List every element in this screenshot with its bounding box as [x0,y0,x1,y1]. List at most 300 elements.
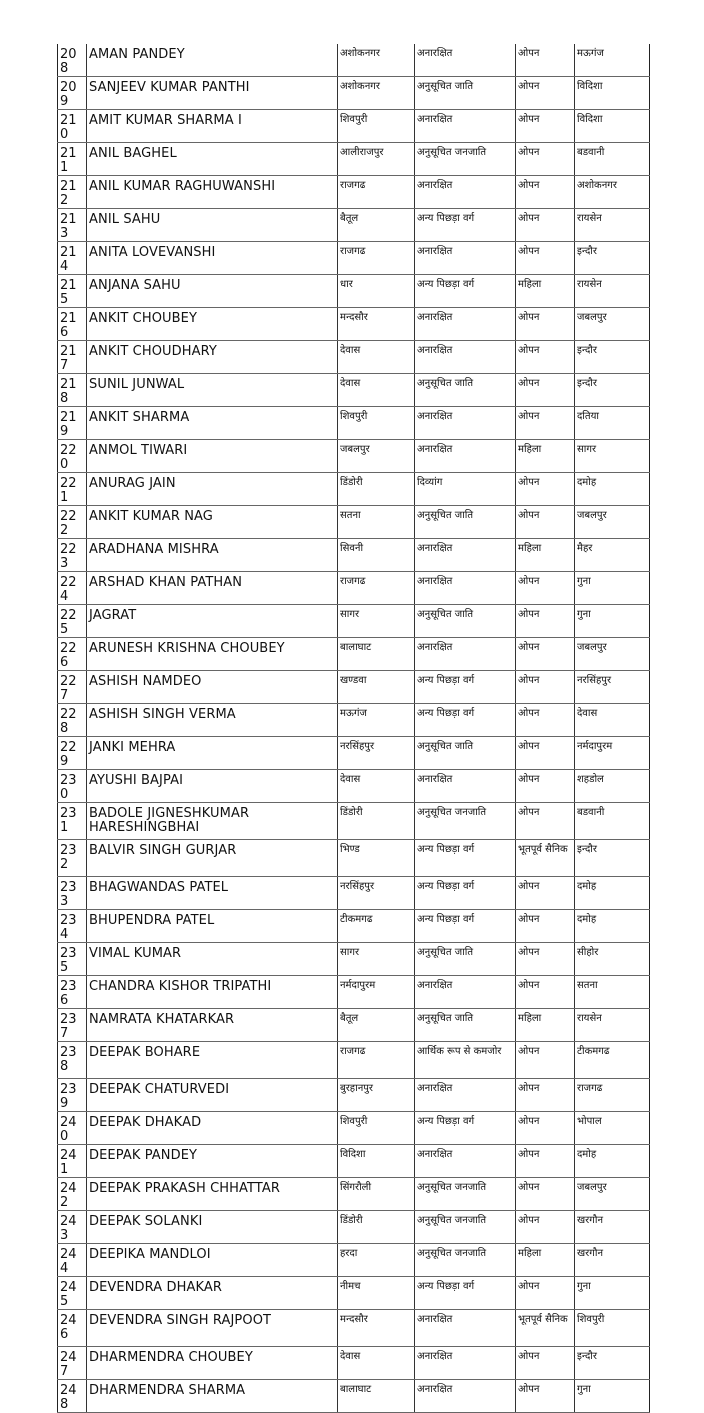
quota-type: ओपन [518,1083,540,1094]
home-district: धार [340,279,353,290]
quota-type: ओपन [518,1281,540,1292]
home-district-cell [338,1211,415,1244]
row-number-cell [58,910,87,943]
row-number-cell [58,1079,87,1112]
reservation-category-cell [415,737,516,770]
reservation-category-cell [415,910,516,943]
home-district-cell [338,209,415,242]
row-number: 226 [60,641,77,670]
table-row [58,976,650,1009]
quota-type-cell [516,440,575,473]
reservation-category-cell [415,671,516,704]
reservation-category: अनारक्षित [417,180,453,191]
table-row [58,209,650,242]
reservation-category-cell [415,341,516,374]
home-district-cell [338,1042,415,1079]
table-row [58,1380,650,1413]
home-district-cell [338,910,415,943]
row-number-cell [58,671,87,704]
quota-type: ओपन [518,180,540,191]
row-number: 209 [60,80,77,109]
candidate-name-cell [87,143,338,176]
home-district: विदिशा [340,1149,366,1160]
quota-type: ओपन [518,147,540,158]
reservation-category: अनारक्षित [417,1149,453,1160]
allotted-district-cell [575,506,650,539]
quota-type-cell [516,308,575,341]
quota-type: ओपन [518,378,540,389]
table-row [58,110,650,143]
reservation-category-cell [415,1347,516,1380]
reservation-category: अनारक्षित [417,345,453,356]
quota-type: ओपन [518,914,540,925]
candidate-name: ANKIT CHOUDHARY [89,344,217,359]
table-row [58,1042,650,1079]
table-row [58,910,650,943]
allotted-district-cell [575,638,650,671]
reservation-category-cell [415,1079,516,1112]
allotted-district-cell [575,671,650,704]
quota-type: ओपन [518,708,540,719]
quota-type-cell [516,209,575,242]
quota-type-cell [516,572,575,605]
quota-type-cell [516,1042,575,1079]
reservation-category-cell [415,976,516,1009]
allotted-district-cell [575,242,650,275]
candidate-name: JAGRAT [89,608,137,623]
home-district-cell [338,440,415,473]
reservation-category-cell [415,308,516,341]
row-number: 245 [60,1280,77,1309]
candidate-name: DHARMENDRA CHOUBEY [89,1350,253,1365]
merit-list-table [57,44,650,1413]
candidate-name-cell [87,308,338,341]
table-row [58,407,650,440]
row-number: 228 [60,707,77,736]
reservation-category-cell [415,374,516,407]
row-number-cell [58,770,87,803]
candidate-name-cell [87,671,338,704]
home-district-cell [338,539,415,572]
table-row [58,638,650,671]
home-district-cell [338,1145,415,1178]
reservation-category: अनारक्षित [417,246,453,257]
quota-type: ओपन [518,411,540,422]
candidate-name: DEEPAK SOLANKI [89,1214,203,1229]
reservation-category-cell [415,704,516,737]
home-district: जबलपुर [340,444,370,455]
row-number: 214 [60,245,77,274]
allotted-district: खरगौन [577,1215,604,1226]
reservation-category: अनुसूचित जनजाति [417,1215,487,1226]
reservation-category-cell [415,77,516,110]
allotted-district: रायसेन [577,1013,602,1024]
home-district: नर्मदापुरम [340,980,376,991]
allotted-district: सागर [577,444,597,455]
home-district: मन्दसौर [340,312,368,323]
candidate-name-cell [87,44,338,77]
home-district-cell [338,143,415,176]
candidate-name-cell [87,1145,338,1178]
row-number-cell [58,1042,87,1079]
row-number: 211 [60,146,77,175]
row-number-cell [58,976,87,1009]
reservation-category: अन्य पिछड़ा वर्ग [417,213,475,224]
row-number: 243 [60,1214,77,1243]
row-number-cell [58,572,87,605]
candidate-name-cell [87,638,338,671]
row-number-cell [58,1380,87,1413]
home-district: राजगढ [340,246,366,257]
quota-type-cell [516,976,575,1009]
row-number: 221 [60,476,77,505]
table-row [58,803,650,840]
quota-type: ओपन [518,576,540,587]
reservation-category-cell [415,1042,516,1079]
candidate-name-cell [87,976,338,1009]
candidate-name: DEEPIKA MANDLOI [89,1247,211,1262]
home-district: टीकमगढ [340,914,373,925]
home-district-cell [338,407,415,440]
candidate-name: VIMAL KUMAR [89,946,182,961]
reservation-category-cell [415,176,516,209]
allotted-district: मऊगंज [577,48,604,59]
quota-type-cell [516,1178,575,1211]
quota-type-cell [516,242,575,275]
reservation-category: अन्य पिछड़ा वर्ग [417,708,475,719]
row-number: 234 [60,913,77,942]
row-number: 239 [60,1082,77,1111]
candidate-name-cell [87,275,338,308]
home-district: देवास [340,774,361,785]
allotted-district-cell [575,1277,650,1310]
table-row [58,1211,650,1244]
row-number: 231 [60,806,77,835]
candidate-name: ASHISH NAMDEO [89,674,202,689]
row-number-cell [58,1244,87,1277]
candidate-name: AMIT KUMAR SHARMA I [89,113,242,128]
home-district-cell [338,877,415,910]
quota-type-cell [516,840,575,877]
allotted-district: दमोह [577,914,597,925]
reservation-category: अन्य पिछड़ा वर्ग [417,1281,475,1292]
quota-type: भूतपूर्व सैनिक [518,844,568,855]
row-number: 220 [60,443,77,472]
reservation-category: अनारक्षित [417,642,453,653]
allotted-district: गुना [577,1281,591,1292]
allotted-district: टीकमगढ [577,1046,610,1057]
home-district: राजगढ [340,1046,366,1057]
reservation-category: अनुसूचित जाति [417,741,474,752]
row-number-cell [58,877,87,910]
row-number: 229 [60,740,77,769]
row-number: 208 [60,47,77,76]
quota-type: ओपन [518,1149,540,1160]
row-number-cell [58,209,87,242]
home-district-cell [338,638,415,671]
allotted-district-cell [575,572,650,605]
allotted-district-cell [575,840,650,877]
row-number-cell [58,440,87,473]
allotted-district: गुना [577,576,591,587]
home-district: सिवनी [340,543,364,554]
candidate-name: NAMRATA KHATARKAR [89,1012,235,1027]
candidate-name: DEEPAK DHAKAD [89,1115,202,1130]
table-row [58,44,650,77]
home-district-cell [338,1178,415,1211]
candidate-name-cell [87,242,338,275]
allotted-district: गुना [577,1384,591,1395]
allotted-district: दतिया [577,411,599,422]
home-district-cell [338,1347,415,1380]
allotted-district-cell [575,770,650,803]
allotted-district-cell [575,1178,650,1211]
home-district-cell [338,1277,415,1310]
quota-type-cell [516,605,575,638]
allotted-district-cell [575,1009,650,1042]
reservation-category: अनुसूचित जनजाति [417,1248,487,1259]
table-row [58,176,650,209]
quota-type-cell [516,803,575,840]
table-row [58,1277,650,1310]
reservation-category-cell [415,605,516,638]
home-district: सागर [340,947,360,958]
allotted-district: इन्दौर [577,378,597,389]
home-district: हरदा [340,1248,358,1259]
allotted-district: दमोह [577,1149,597,1160]
reservation-category: अनुसूचित जनजाति [417,807,487,818]
quota-type-cell [516,341,575,374]
table-row [58,1347,650,1380]
candidate-name: DEVENDRA SINGH RAJPOOT [89,1313,272,1328]
reservation-category: अनुसूचित जाति [417,510,474,521]
home-district: देवास [340,1351,361,1362]
quota-type-cell [516,506,575,539]
allotted-district: राजगढ [577,1083,603,1094]
reservation-category: अनारक्षित [417,576,453,587]
candidate-name-cell [87,704,338,737]
allotted-district: जबलपुर [577,1182,607,1193]
candidate-name-cell [87,1277,338,1310]
home-district-cell [338,1112,415,1145]
quota-type: ओपन [518,642,540,653]
quota-type-cell [516,473,575,506]
allotted-district-cell [575,803,650,840]
table-row [58,473,650,506]
reservation-category-cell [415,803,516,840]
home-district-cell [338,803,415,840]
reservation-category-cell [415,110,516,143]
quota-type-cell [516,638,575,671]
table-row [58,506,650,539]
reservation-category: अनारक्षित [417,312,453,323]
candidate-name: BHAGWANDAS PATEL [89,880,229,895]
candidate-name: ARUNESH KRISHNA CHOUBEY [89,641,285,656]
row-number-cell [58,374,87,407]
home-district: बैतूल [340,213,359,224]
allotted-district: इन्दौर [577,246,597,257]
quota-type-cell [516,1079,575,1112]
quota-type: भूतपूर्व सैनिक [518,1314,568,1325]
quota-type-cell [516,407,575,440]
allotted-district: सतना [577,980,598,991]
reservation-category-cell [415,1277,516,1310]
row-number: 213 [60,212,77,241]
candidate-name: ANKIT KUMAR NAG [89,509,213,524]
allotted-district: रायसेन [577,213,602,224]
row-number: 217 [60,344,77,373]
table-row [58,737,650,770]
reservation-category-cell [415,407,516,440]
allotted-district: देवास [577,708,598,719]
row-number-cell [58,1112,87,1145]
home-district-cell [338,308,415,341]
quota-type: ओपन [518,312,540,323]
allotted-district-cell [575,407,650,440]
home-district-cell [338,374,415,407]
home-district: सतना [340,510,361,521]
table-row [58,877,650,910]
reservation-category: अनारक्षित [417,1083,453,1094]
allotted-district: मैहर [577,543,593,554]
reservation-category-cell [415,638,516,671]
reservation-category: अन्य पिछड़ा वर्ग [417,844,475,855]
quota-type: ओपन [518,741,540,752]
reservation-category-cell [415,242,516,275]
quota-type-cell [516,143,575,176]
quota-type-cell [516,110,575,143]
allotted-district-cell [575,473,650,506]
reservation-category-cell [415,1380,516,1413]
row-number: 246 [60,1313,77,1342]
row-number: 227 [60,674,77,703]
candidate-name: ANIL KUMAR RAGHUWANSHI [89,179,276,194]
reservation-category-cell [415,1178,516,1211]
quota-type-cell [516,1277,575,1310]
row-number-cell [58,143,87,176]
allotted-district-cell [575,1211,650,1244]
row-number-cell [58,506,87,539]
home-district-cell [338,77,415,110]
table-row [58,704,650,737]
home-district: राजगढ [340,180,366,191]
quota-type: ओपन [518,947,540,958]
row-number-cell [58,1178,87,1211]
home-district: अशोकनगर [340,48,380,59]
allotted-district: शिवपुरी [577,1314,605,1325]
home-district: मन्दसौर [340,1314,368,1325]
candidate-name-cell [87,840,338,877]
quota-type-cell [516,1310,575,1347]
allotted-district: जबलपुर [577,642,607,653]
row-number: 230 [60,773,77,802]
quota-type: ओपन [518,246,540,257]
allotted-district-cell [575,910,650,943]
candidate-name: BHUPENDRA PATEL [89,913,215,928]
table-row [58,605,650,638]
allotted-district-cell [575,440,650,473]
row-number: 242 [60,1181,77,1210]
home-district: आलीराजपुर [340,147,384,158]
row-number: 216 [60,311,77,340]
home-district: खण्डवा [340,675,367,686]
allotted-district: दमोह [577,477,597,488]
row-number: 236 [60,979,77,1008]
candidate-name-cell [87,1079,338,1112]
quota-type: ओपन [518,1215,540,1226]
quota-type: ओपन [518,807,540,818]
allotted-district-cell [575,209,650,242]
candidate-name-cell [87,209,338,242]
reservation-category: दिव्यांग [417,477,443,488]
row-number-cell [58,1145,87,1178]
allotted-district-cell [575,943,650,976]
table-row [58,539,650,572]
row-number: 218 [60,377,77,406]
reservation-category-cell [415,539,516,572]
quota-type: ओपन [518,609,540,620]
home-district-cell [338,1009,415,1042]
allotted-district-cell [575,605,650,638]
home-district-cell [338,1244,415,1277]
row-number: 232 [60,843,77,872]
quota-type: ओपन [518,345,540,356]
allotted-district: रायसेन [577,279,602,290]
candidate-name-cell [87,605,338,638]
candidate-name-cell [87,176,338,209]
home-district-cell [338,840,415,877]
home-district: शिवपुरी [340,114,368,125]
home-district: डिंडोरी [340,1215,363,1226]
row-number: 248 [60,1383,77,1412]
allotted-district-cell [575,143,650,176]
quota-type: ओपन [518,213,540,224]
row-number-cell [58,77,87,110]
candidate-name: ASHISH SINGH VERMA [89,707,236,722]
reservation-category-cell [415,506,516,539]
reservation-category: अनारक्षित [417,48,453,59]
home-district: नीमच [340,1281,361,1292]
candidate-name: BADOLE JIGNESHKUMAR HARESHINGBHAI [89,806,250,835]
allotted-district: जबलपुर [577,312,607,323]
home-district: सिंगरौली [340,1182,372,1193]
row-number: 223 [60,542,77,571]
candidate-name-cell [87,1009,338,1042]
home-district-cell [338,506,415,539]
reservation-category: अनुसूचित जनजाति [417,1182,487,1193]
row-number-cell [58,803,87,840]
row-number: 244 [60,1247,77,1276]
quota-type-cell [516,671,575,704]
table-row [58,1112,650,1145]
allotted-district-cell [575,176,650,209]
allotted-district-cell [575,308,650,341]
table-row [58,1145,650,1178]
allotted-district: नर्मदापुरम [577,741,613,752]
candidate-name-cell [87,803,338,840]
home-district-cell [338,1310,415,1347]
table-row [58,341,650,374]
candidate-name: ANIL SAHU [89,212,161,227]
home-district-cell [338,737,415,770]
row-number-cell [58,275,87,308]
home-district: बालाघाट [340,642,372,653]
reservation-category-cell [415,1145,516,1178]
allotted-district-cell [575,110,650,143]
candidate-name: DEEPAK BOHARE [89,1045,201,1060]
candidate-name-cell [87,910,338,943]
quota-type: ओपन [518,48,540,59]
